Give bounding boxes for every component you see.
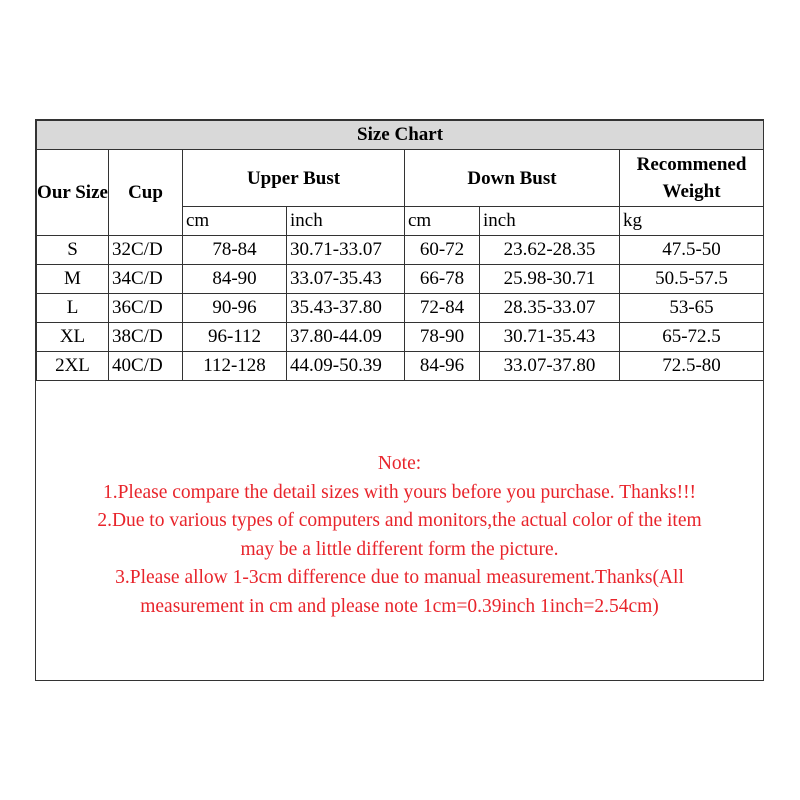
table-row: [37, 323, 764, 352]
header-cup: Cup: [109, 150, 183, 236]
table-row: [37, 294, 764, 323]
cell-cup: 34C/D: [109, 265, 183, 294]
note-heading: Note:: [377, 453, 422, 474]
unit-down-inch: inch: [480, 207, 620, 236]
cell-upper-cm: 90-96: [183, 294, 287, 323]
header-weight: Recommened Weight: [620, 150, 764, 207]
size-chart: [35, 119, 764, 681]
chart-title: Size Chart: [37, 121, 764, 150]
cell-upper-cm: 112-128: [183, 352, 287, 381]
unit-down-cm: cm: [405, 207, 480, 236]
cell-size: 2XL: [37, 352, 109, 381]
notes-block: [36, 450, 763, 621]
cell-cup: 36C/D: [109, 294, 183, 323]
cell-upper-inch: 37.80-44.09: [287, 323, 405, 352]
table-row: [37, 352, 764, 381]
cell-down-inch: 33.07-37.80: [480, 352, 620, 381]
cell-weight: 53-65: [620, 294, 764, 323]
cell-cup: 40C/D: [109, 352, 183, 381]
cell-size: L: [37, 294, 109, 323]
cell-down-inch: 30.71-35.43: [480, 323, 620, 352]
cell-weight: 65-72.5: [620, 323, 764, 352]
table-row: [37, 236, 764, 265]
table-row: [37, 265, 764, 294]
unit-upper-inch: inch: [287, 207, 405, 236]
cell-upper-cm: 78-84: [183, 236, 287, 265]
note-line-3a: 3.Please allow 1-3cm difference due to manual measurement.Thanks(All: [115, 567, 684, 588]
cell-weight: 50.5-57.5: [620, 265, 764, 294]
cell-upper-inch: 35.43-37.80: [287, 294, 405, 323]
cell-down-cm: 84-96: [405, 352, 480, 381]
cell-down-cm: 66-78: [405, 265, 480, 294]
cell-cup: 38C/D: [109, 323, 183, 352]
cell-down-inch: 23.62-28.35: [480, 236, 620, 265]
cell-weight: 47.5-50: [620, 236, 764, 265]
cell-size: M: [37, 265, 109, 294]
header-down-bust: Down Bust: [405, 150, 620, 207]
size-table: [36, 120, 764, 381]
unit-upper-cm: cm: [183, 207, 287, 236]
note-line-3b: measurement in cm and please note 1cm=0.39inch 1inch=2.54cm): [140, 595, 659, 617]
note-line-2b: may be a little different form the picture.: [240, 538, 559, 560]
note-line-1: 1.Please compare the detail sizes with yours before you purchase. Thanks!!!: [102, 481, 697, 503]
header-upper-bust: Upper Bust: [183, 150, 405, 207]
cell-down-inch: 28.35-33.07: [480, 294, 620, 323]
cell-upper-cm: 84-90: [183, 265, 287, 294]
cell-down-inch: 25.98-30.71: [480, 265, 620, 294]
cell-size: XL: [37, 323, 109, 352]
cell-upper-inch: 30.71-33.07: [287, 236, 405, 265]
unit-weight-kg: kg: [620, 207, 764, 236]
cell-down-cm: 60-72: [405, 236, 480, 265]
cell-down-cm: 78-90: [405, 323, 480, 352]
cell-size: S: [37, 236, 109, 265]
cell-upper-inch: 44.09-50.39: [287, 352, 405, 381]
header-our-size: Our Size: [37, 150, 109, 236]
cell-upper-inch: 33.07-35.43: [287, 265, 405, 294]
cell-cup: 32C/D: [109, 236, 183, 265]
cell-weight: 72.5-80: [620, 352, 764, 381]
cell-down-cm: 72-84: [405, 294, 480, 323]
note-line-2a: 2.Due to various types of computers and monitors,the actual color of the item: [97, 510, 702, 531]
cell-upper-cm: 96-112: [183, 323, 287, 352]
